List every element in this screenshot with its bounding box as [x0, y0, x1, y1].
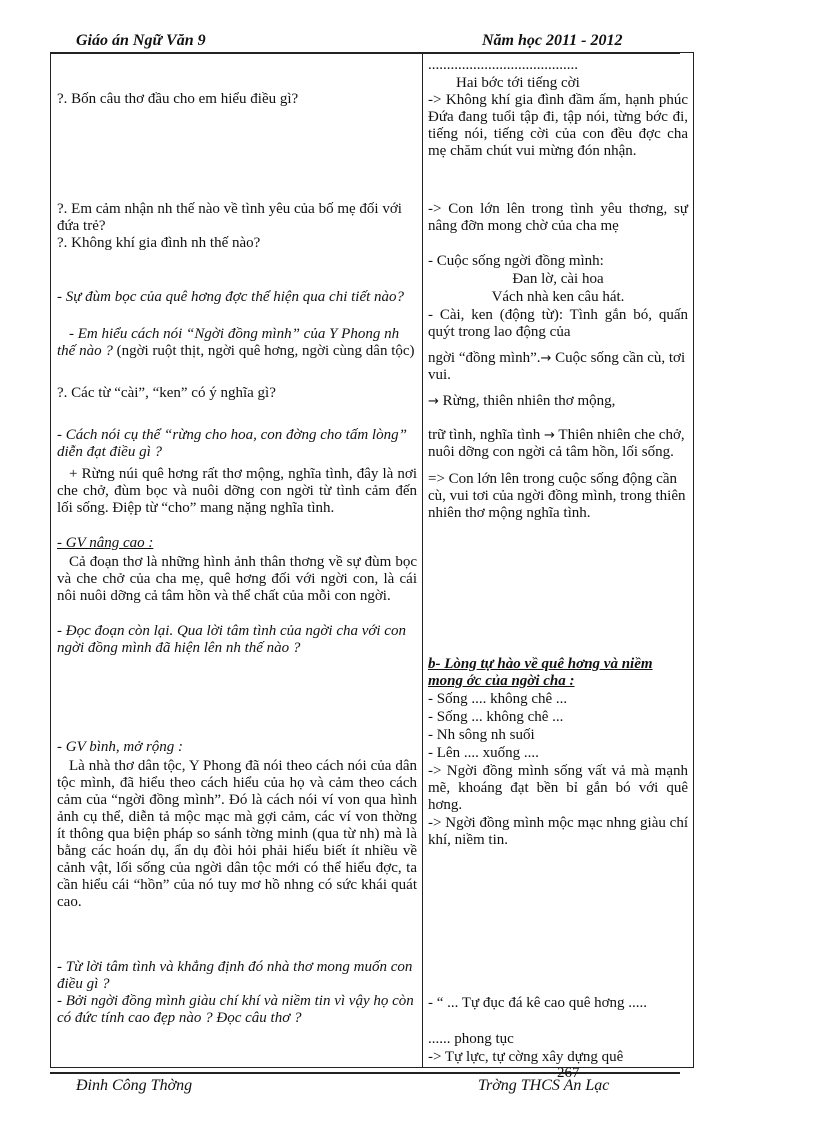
answer-paragraph-3: Là nhà thơ dân tộc, Y Phong đã nói theo cách nói của dân tộc mình, đã hiểu theo cách hiểu của họ và cảm theo cách cảm của “ngời đồng mình”. Đó là cách nói ví von qua hình ảnh cụ thể, diễn tả mộc mạc mà gợi cảm, các ví von thờng ít thông qua biện pháp so sánh tờng minh (qua từ nh) mà là bằng các hoán dụ, ẩn dụ đòi hỏi phải hiểu biết ít nhiều về cảnh vật, lối sống của ngời dân tộc mới có thể hiểu đợc, ta cần hiểu cái “hồn” của nó tuy mơ hồ nhng có sức khái quát cao. [57, 758, 417, 910]
answer-paragraph-2: Cả đoạn thơ là những hình ảnh thân thơng về sự đùm bọc và che chở của cha mẹ, quê hơng đối với ngời con, là cái nôi nuôi dỡng cả tâm hồn và thể chất của mỗi con ngời. [57, 554, 417, 604]
right-arrow-icon: → [428, 394, 439, 409]
footer-author: Đinh Công Thờng [76, 1077, 193, 1094]
question-3: ?. Không khí gia đình nh thế nào? [57, 235, 261, 251]
note-forest-text: Rừng, thiên nhiên thơ mộng, [438, 393, 616, 409]
quote-line-2: ...... phong tục [428, 1031, 514, 1047]
quote-line: - “ ... Tự đục đá kê cao quê hơng ..... [428, 995, 648, 1011]
teacher-column [57, 53, 417, 1067]
page-number: 267 [557, 1065, 580, 1081]
right-arrow-icon: → [540, 351, 552, 366]
note-atmosphere: -> Không khí gia đình đầm ấm, hạnh phúc Đứa đang tuổi tập đi, tập nói, từng bớc đi, tiếng nói, tiếng cời của con đều đợc cha mẹ chăm chút vui mừng đón nhận. [428, 92, 688, 159]
note-verbs: - Cài, ken (động từ): Tình gắn bó, quấn quýt trong lao động của [428, 307, 688, 340]
note-work-lead: ngời “đồng mình”. [428, 350, 541, 366]
header-left-title: Giáo án Ngữ Văn 9 [76, 32, 206, 49]
note-work-tail: Cuộc sống cần cù, tơi vui. [428, 350, 686, 383]
question-5-hint: (ngời ruột thịt, ngời quê hơng, ngời cùng dân tộc) [112, 343, 415, 359]
poem-line: Hai bớc tới tiếng cời [456, 75, 580, 91]
section-b-heading: b- Lòng tự hào về quê hơng và niềm mong ớc của ngời cha : [428, 656, 653, 689]
note-work [428, 350, 688, 384]
question-1: ?. Bốn câu thơ đầu cho em hiểu điều gì? [57, 91, 299, 107]
list-item-4: - Lên .... xuống .... [428, 745, 539, 761]
list-item-2: - Sống ... không chê ... [428, 709, 564, 725]
note-nature [428, 427, 688, 461]
list-item-1: - Sống .... không chê ... [428, 691, 568, 707]
question-5-prompt: - Em hiểu cách nói “Ngời đồng mình” của Y Phong nh thế nào ? [57, 326, 400, 359]
question-6: ?. Các từ “cài”, “ken” có ý nghĩa gì? [57, 385, 276, 401]
note-selfreliance: -> Tự lực, tự cờng xây dựng quê [428, 1049, 624, 1065]
content-column [428, 53, 688, 1067]
ellipsis-line: ........................................ [428, 57, 578, 73]
question-4: - Sự đùm bọc của quê hơng đợc thể hiện qua chi tiết nào? [57, 289, 405, 305]
note-love: -> Con lớn lên trong tình yêu thơng, sự nâng đỡn mong chờ của cha mẹ [428, 201, 688, 234]
poem-line-1: Đan lờ, cài hoa [512, 271, 604, 287]
question-5 [57, 326, 417, 360]
note-forest [428, 393, 688, 410]
note-nature-tail: Thiên nhiên che chở, nuôi dỡng con ngời cả tâm hồn, lối sống. [428, 427, 685, 460]
question-9: - Từ lời tâm tình và khẳng định đó nhà thơ mong muốn con điều gì ? [57, 959, 413, 992]
poem-line-2: Vách nhà ken câu hát. [491, 289, 625, 305]
question-8: - Đọc đoạn còn lại. Qua lời tâm tình của ngời cha với con ngời đồng mình đã hiện lên nh thế nào ? [57, 623, 406, 656]
page-header [50, 30, 680, 54]
lesson-table [50, 52, 694, 1068]
gv-note-1: - GV nâng cao : [57, 535, 154, 551]
header-right-year: Năm học 2011 - 2012 [482, 32, 623, 49]
note-conclusion: => Con lớn lên trong cuộc sống động cần cù, vui tơi của ngời đồng mình, trong thiên nhiên thơ mộng nghĩa tình. [428, 471, 686, 521]
footer-school: Trờng THCS An Lạc [478, 1077, 610, 1094]
question-7: - Cách nói cụ thể “rừng cho hoa, con đờng cho tấm lòng” diễn đạt điều gì ? [57, 427, 407, 460]
list-item-3: - Nh sông nh suối [428, 727, 535, 743]
answer-paragraph-1: + Rừng núi quê hơng rất thơ mộng, nghĩa tình, đây là nơi che chở, đùm bọc và nuôi dỡng con ngời từ tình cảm đến lối sống. Điệp từ “cho” mang nặng nghĩa tình. [57, 466, 417, 516]
note-faith: -> Ngời đồng mình mộc mạc nhng giàu chí khí, niềm tin. [428, 815, 688, 848]
question-10: - Bởi ngời đồng mình giàu chí khí và niềm tin vì vậy họ còn có đức tính cao đẹp nào ? Đọc câu thơ ? [57, 993, 414, 1026]
column-divider [422, 53, 423, 1067]
question-2: ?. Em cảm nhận nh thế nào về tình yêu của bố mẹ đối với đứa trẻ? [57, 201, 402, 234]
right-arrow-icon: → [544, 428, 555, 443]
page-footer [50, 1065, 680, 1098]
note-nature-lead: trữ tình, nghĩa tình [428, 427, 545, 443]
note-life: - Cuộc sống ngời đồng mình: [428, 253, 604, 269]
gv-note-2: - GV bình, mở rộng : [57, 739, 184, 755]
note-strong: -> Ngời đồng mình sống vất vả mà mạnh mẽ, khoáng đạt bền bỉ gắn bó với quê hơng. [428, 763, 688, 813]
